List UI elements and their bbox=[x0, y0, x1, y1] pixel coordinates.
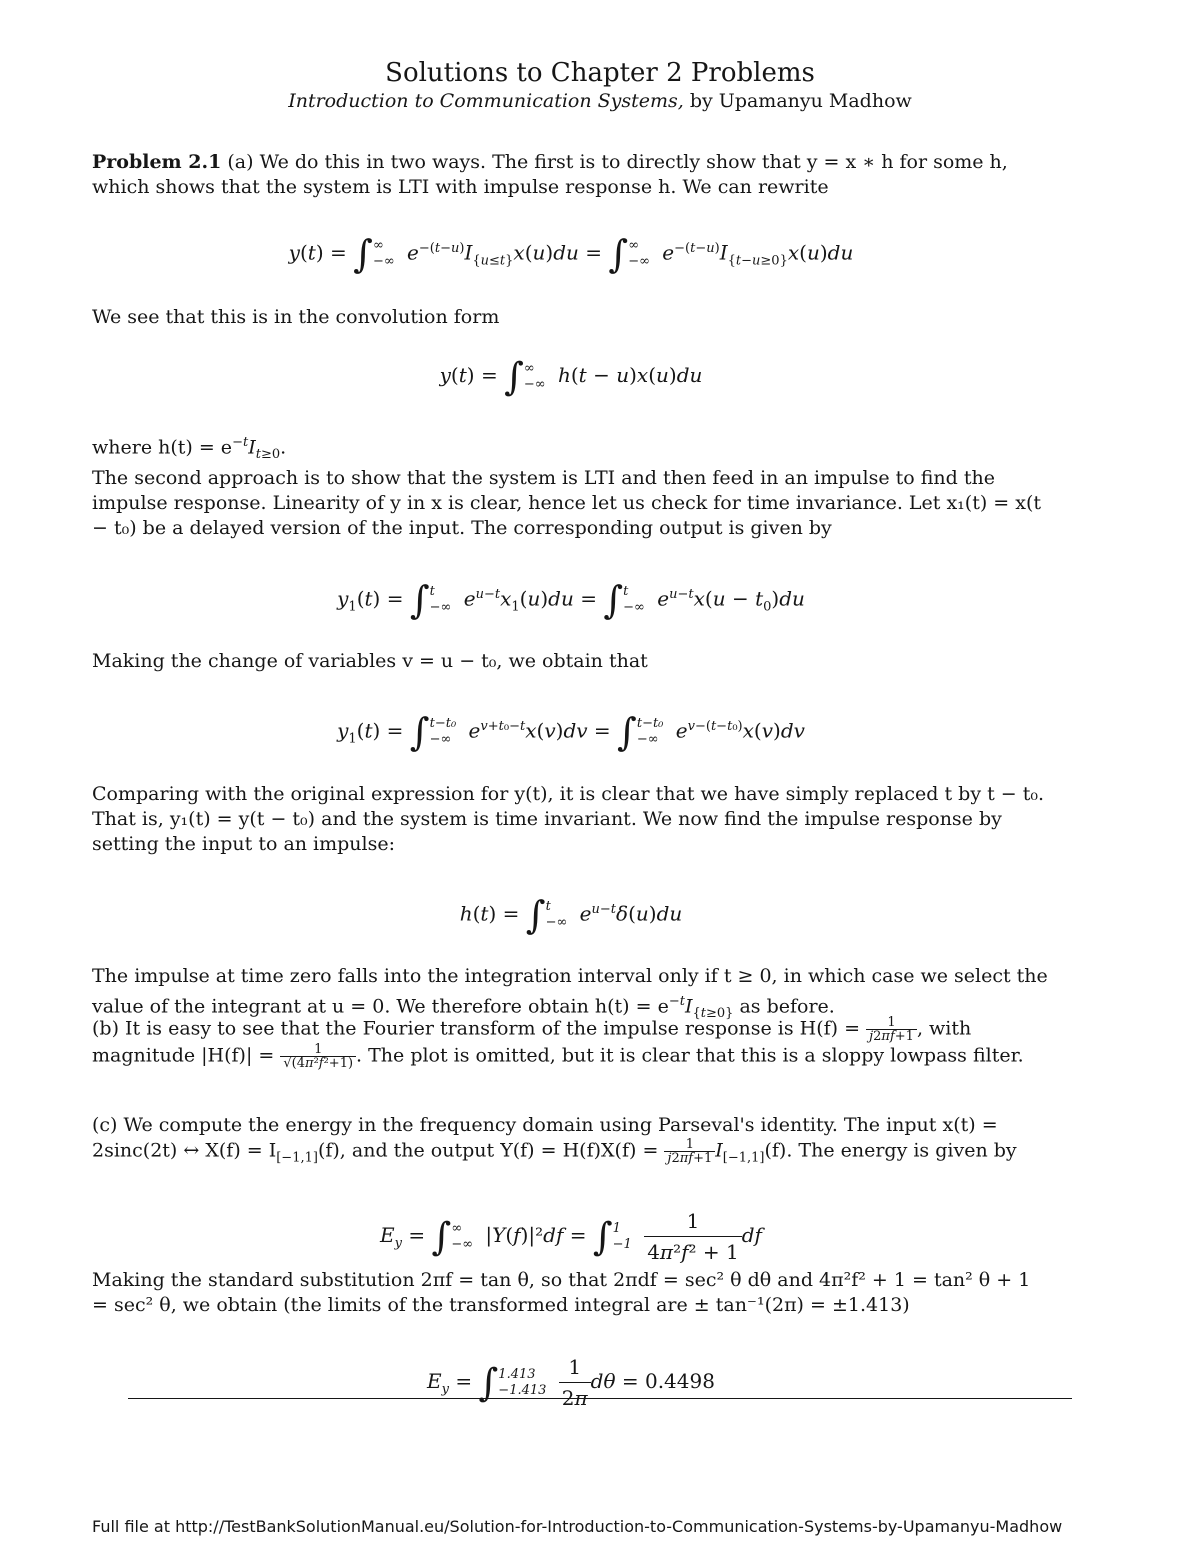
b-text-2: , with magnitude |H(f)| = bbox=[92, 1017, 972, 1067]
book-title: Introduction to Communication Systems, bbox=[288, 90, 684, 112]
energy-result: = 0.4498 bbox=[621, 1369, 715, 1393]
b-text-1: (b) It is easy to see that the Fourier transform of the impulse response is H(f) = bbox=[92, 1017, 867, 1040]
page-subtitle bbox=[0, 89, 1200, 113]
impulse-text: The impulse at time zero falls into the integration interval only if t ≥ 0, in which case we select the value of the integrant at u = 0. We therefore obtain h(t) = e bbox=[92, 965, 1048, 1018]
where-text: where h(t) = e bbox=[92, 436, 233, 459]
equation-6: $E_y$ = ∫ ∞ −∞ |Y(f)|²df = ∫ 1 −1 $\frac{1}{\text{4π²f² + 1}}$ df bbox=[92, 1206, 1050, 1267]
paragraph-second: The second approach is to show that the system is LTI and then feed in an impulse to find the impulse response. Linearity of y in x is clear, hence let us check for time invariance. Let x₁(t) = x(t − t₀) be a delayed version of the input. The corresponding output is given by bbox=[92, 467, 1042, 539]
paragraph-c: (c) We compute the energy in the frequency domain using Parseval's identity. The input x(t) = 2sinc(2t) ↔ $X(f) = I_{[-1,1]}(f)$, and the output Y(f) = H(f)X(f) = $\frac{1}{j2\pi f+1}$ $I_{[-1,1]}(f)$. The energy is given by bbox=[92, 1114, 1017, 1166]
paragraph-change: Making the change of variables v = u − t₀, we obtain that bbox=[92, 650, 648, 672]
impulse-end: as before. bbox=[733, 995, 835, 1018]
paragraph-conv: We see that this is in the convolution form bbox=[92, 306, 500, 328]
equation-5: h(t) = ∫ t −∞ $e^{u-t}\delta(u)du$ bbox=[459, 893, 683, 938]
paragraph-where: where $h(t) = e^{-t}I_{t\ge 0}$. bbox=[92, 435, 287, 463]
paragraph-a1 bbox=[92, 150, 1050, 200]
footer-link[interactable]: Full file at http://TestBankSolutionManual.eu/Solution-for-Introduction-to-Communication-Systems-by-Upamanyu-Madhow bbox=[92, 1517, 1063, 1536]
paragraph-b: (b) It is easy to see that the Fourier transform of the impulse response is H(f) = $\frac{1}{j2\pi f+1}$ , with magnitude |H(f)| = $\frac{1}{\text{√(4π²f²+1)}}$ . The plot is omitted, but it is clear that this is a sloppy lowpass filter. bbox=[92, 1015, 1024, 1071]
equation-4: $y_1(t)$ = ∫ t−t₀ −∞ $e^{v+t_0-t}x(v)dv$ = ∫ t−t₀ −∞ $e^{v-(t-t_0)}x(v)dv$ bbox=[337, 710, 805, 755]
equation-3: $y_1(t)$ = ∫ t −∞ $e^{u-t}x_1(u)du$ = ∫ t −∞ $e^{u-t}x(u - t_0)du$ bbox=[337, 578, 805, 623]
equation-2: y(t) = ∫ ∞ −∞ h(t − u)x(u)du bbox=[439, 354, 703, 399]
lower-limit: −1.413 bbox=[498, 1382, 547, 1398]
problem-label: Problem 2.1 bbox=[92, 151, 222, 173]
horizontal-rule bbox=[128, 1398, 1072, 1399]
paragraph-compare: Comparing with the original expression for y(t), it is clear that we have simply replaced t by t − t₀. That is, y₁(t) = y(t − t₀) and the system is time invariant. We now find the impulse response by setting the input to an impulse: bbox=[92, 783, 1045, 855]
paragraph-impulse: The impulse at time zero falls into the integration interval only if t ≥ 0, in which case we select the value of the integrant at u = 0. We therefore obtain $h(t) = e^{-t}I_{\{t\ge 0\}}$ as before. bbox=[92, 965, 1048, 1022]
paragraph-a1-text: (a) We do this in two ways. The first is to directly show that y = x ∗ h for some h, which shows that the system is LTI with impulse response h. We can rewrite bbox=[92, 151, 1008, 198]
c-text-1: (c) We compute the energy in the frequency domain using Parseval's identity. The input x(t) = 2sinc(2t) ↔ X(f) = I bbox=[92, 1114, 998, 1162]
c-text-3: (f). The energy is given by bbox=[764, 1139, 1017, 1162]
author: by Upamanyu Madhow bbox=[683, 90, 912, 112]
paragraph-subst: Making the standard substitution 2πf = tan θ, so that 2πdf = sec² θ dθ and 4π²f² + 1 = tan² θ + 1 = sec² θ, we obtain (the limits of the transformed integral are ± tan⁻¹(2π) = ±1.413) bbox=[92, 1269, 1031, 1316]
b-text-3: . The plot is omitted, but it is clear that this is a sloppy lowpass filter. bbox=[356, 1044, 1024, 1067]
upper-limit: 1.413 bbox=[498, 1366, 536, 1382]
equation-1: y(t) = ∫ ∞ −∞ $e^{-(t-u)}I_{\{u\le t\}}x(u)du$ = ∫ ∞ −∞ $e^{-(t-u)}I_{\{t-u\ge 0\}}x(u)du$ bbox=[288, 232, 854, 277]
equation-7: $E_y$ = ∫ 1.413 −1.413 $\frac{1}{2\pi}$ dθ = 0.4498 bbox=[92, 1352, 1050, 1413]
c-text-2: (f), and the output Y(f) = H(f)X(f) = bbox=[317, 1139, 665, 1162]
page-title: Solutions to Chapter 2 Problems bbox=[385, 58, 815, 88]
